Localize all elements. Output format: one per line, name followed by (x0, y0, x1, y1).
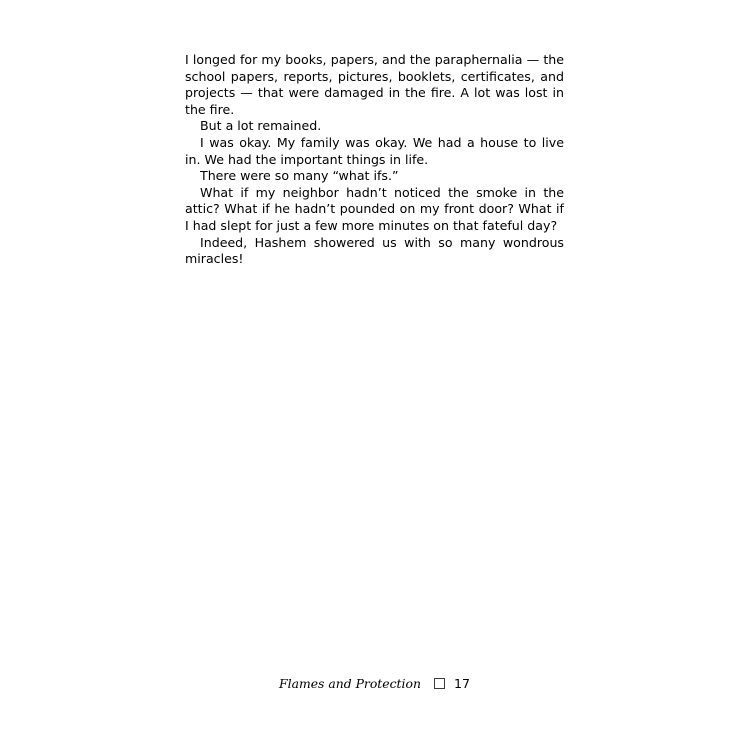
paragraph: What if my neighbor hadn’t noticed the smoke in the attic? What if he hadn’t pounded on my front door? What if I had slept for just a few more minutes on that fateful day? (185, 184, 564, 233)
chapter-title: Flames and Protection (279, 676, 421, 691)
paragraph: I longed for my books, papers, and the paraphernalia — the school papers, reports, pictures, booklets, certificates, and projects — that were damaged in the fire. A lot was lost in the fire. (185, 52, 564, 117)
square-marker-icon (434, 678, 445, 689)
body-text (185, 52, 564, 268)
paragraph: I was okay. My family was okay. We had a house to live in. We had the important things in life. (185, 134, 564, 167)
paragraph: There were so many “what ifs.” (200, 168, 399, 184)
page-footer (185, 676, 564, 692)
paragraph: Indeed, Hashem showered us with so many wondrous miracles! (185, 234, 564, 267)
paragraph: But a lot remained. (200, 118, 322, 134)
page-number: 17 (453, 676, 470, 691)
